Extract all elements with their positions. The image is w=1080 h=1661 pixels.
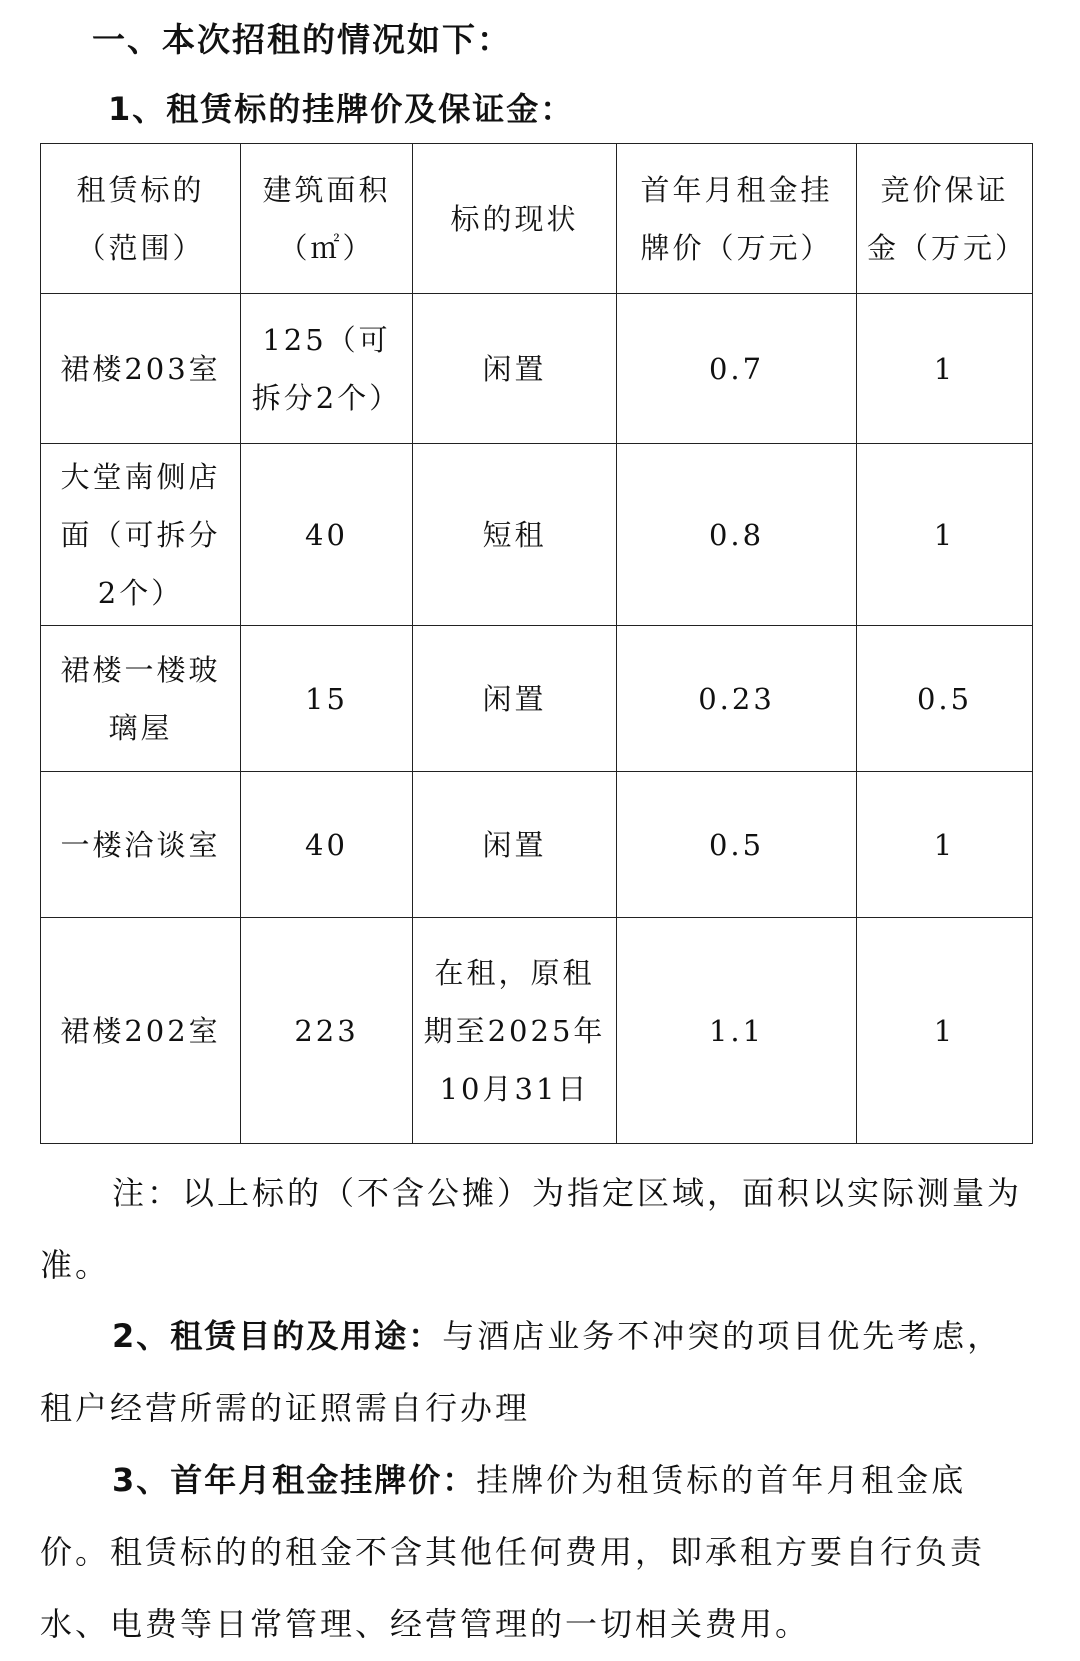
table-cell: 裙楼202室 (41, 918, 241, 1144)
rent-lead: 3、首年月租金挂牌价： (112, 1461, 477, 1499)
table-cell: 闲置 (413, 294, 617, 444)
lease-table (40, 143, 1033, 1144)
header-cell-status: 标的现状 (413, 144, 617, 294)
table-cell: 在租，原租期至2025年10月31日 (413, 918, 617, 1144)
table-subheading: 1、租赁标的挂牌价及保证金： (108, 90, 575, 128)
table-cell: 40 (241, 444, 413, 626)
table-cell: 闲置 (413, 626, 617, 772)
table-cell: 裙楼一楼玻璃屋 (41, 626, 241, 772)
table-row (41, 294, 1033, 444)
table-cell: 0.23 (617, 626, 857, 772)
header-cell-rent: 首年月租金挂牌价（万元） (617, 144, 857, 294)
table-header-row (41, 144, 1033, 294)
table-cell: 125（可拆分2个） (241, 294, 413, 444)
table-cell: 223 (241, 918, 413, 1144)
table-row (41, 626, 1033, 772)
header-cell-scope: 租赁标的（范围） (41, 144, 241, 294)
purpose-lead: 2、租赁目的及用途： (112, 1317, 443, 1355)
table-cell: 1 (857, 772, 1033, 918)
table-cell: 1 (857, 918, 1033, 1144)
table-cell: 大堂南侧店面（可拆分2个） (41, 444, 241, 626)
table-cell: 0.7 (617, 294, 857, 444)
section-heading: 一、本次招租的情况如下： (92, 20, 512, 59)
table-cell: 1 (857, 294, 1033, 444)
rent-paragraph (40, 1444, 1035, 1660)
table-cell: 裙楼203室 (41, 294, 241, 444)
table-cell: 闲置 (413, 772, 617, 918)
table-cell: 0.8 (617, 444, 857, 626)
table-cell: 40 (241, 772, 413, 918)
table-cell: 短租 (413, 444, 617, 626)
table-row (41, 772, 1033, 918)
table-cell: 1.1 (617, 918, 857, 1144)
table-cell: 0.5 (857, 626, 1033, 772)
table-row (41, 444, 1033, 626)
table-cell: 15 (241, 626, 413, 772)
table-note: 注：以上标的（不含公摊）为指定区域，面积以实际测量为准。 (40, 1174, 1023, 1284)
purpose-text: 与酒店业务不冲突的项目优先考虑，租户经营所需的证照需自行办理 (40, 1317, 1003, 1427)
table-cell: 1 (857, 444, 1033, 626)
header-cell-area: 建筑面积（㎡） (241, 144, 413, 294)
purpose-paragraph (40, 1300, 1035, 1444)
table-cell: 一楼洽谈室 (41, 772, 241, 918)
table-row (41, 918, 1033, 1144)
table-cell: 0.5 (617, 772, 857, 918)
header-cell-deposit: 竞价保证金（万元） (857, 144, 1033, 294)
rent-text: 挂牌价为租赁标的首年月租金底价。租赁标的的租金不含其他任何费用，即承租方要自行负责水、电费等日常管理、经营管理的一切相关费用。 (40, 1461, 986, 1643)
